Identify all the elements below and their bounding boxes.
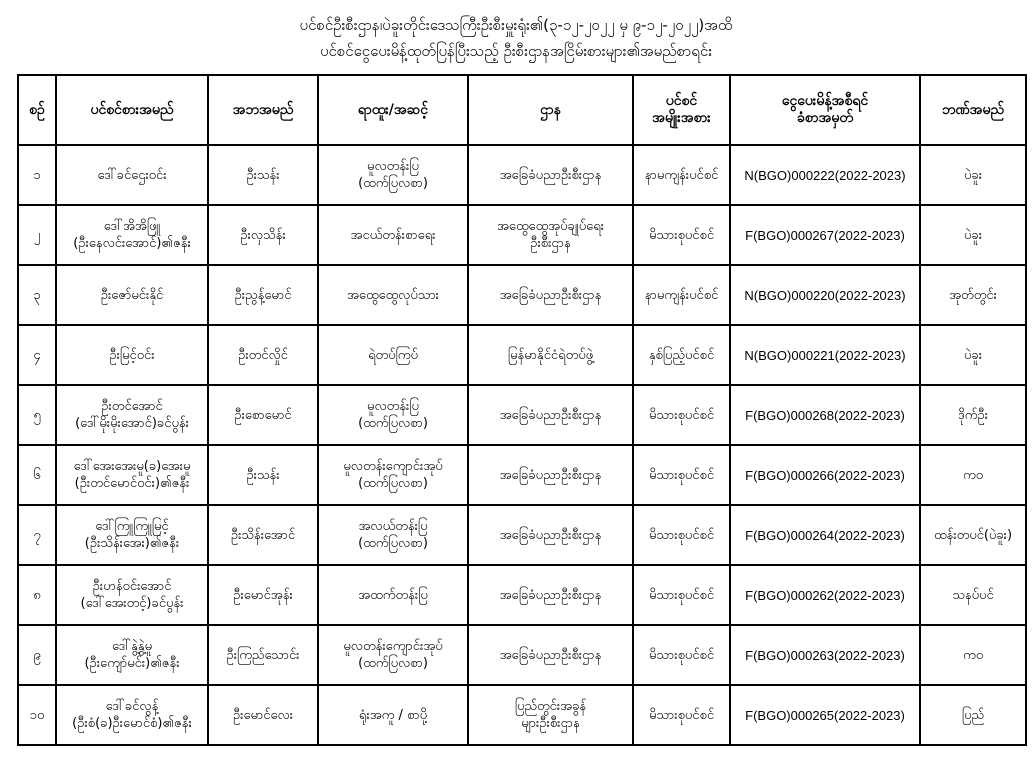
table-row	[18, 685, 1026, 745]
rank	[318, 625, 468, 685]
order-number-text: F(BGO)000268(2022-2023)	[745, 407, 905, 423]
pension-type	[633, 265, 730, 325]
row-number-text: ၁	[33, 167, 41, 183]
rank-line: မူလတန်းပြ	[367, 159, 419, 174]
bank-name-text: အုတ်တွင်း	[949, 287, 997, 303]
bank-name-text: ကဝ	[962, 467, 984, 483]
row-number-text: ၃	[33, 287, 41, 303]
father-name-text: ဦးသန်း	[246, 167, 280, 183]
bank-name-text: ပဲခူး	[963, 167, 983, 183]
department-line: အထွေထွေအုပ်ချုပ်ရေး	[496, 219, 604, 234]
order-number	[730, 565, 920, 625]
table-row	[18, 265, 1026, 325]
department	[468, 145, 633, 205]
header-order-number-line-1: ငွေပေးမိန့်အစီရင်	[781, 93, 869, 109]
table-row	[18, 205, 1026, 265]
bank-name-text: ပဲခူး	[963, 347, 983, 363]
pension-type-text: နာမကျန်းပင်စင်	[644, 167, 719, 183]
pensioner-name-line: ဒေါ်ကြူကြူမြင့်	[95, 519, 169, 534]
pensioner-table	[17, 74, 1027, 746]
rank	[318, 505, 468, 565]
pensioner-name	[56, 265, 208, 325]
pension-type-text: မိသားစုပင်စင်	[648, 587, 715, 603]
table-header-row	[18, 75, 1026, 145]
father-name	[208, 265, 318, 325]
bank-name-text: ဒိုက်ဦး	[957, 407, 988, 423]
rank	[318, 565, 468, 625]
order-number-text: F(BGO)000265(2022-2023)	[745, 707, 905, 723]
order-number	[730, 505, 920, 565]
bank-name	[920, 145, 1026, 205]
rank	[318, 685, 468, 745]
father-name-text: ဦးသန်း	[246, 467, 280, 483]
row-number-text: ၉	[33, 647, 41, 663]
pensioner-name	[56, 625, 208, 685]
pension-type-text: နှစ်ပြည့်ပင်စင်	[648, 347, 715, 363]
department	[468, 385, 633, 445]
father-name	[208, 325, 318, 385]
rank-line: (ထက်ပြလစာ)	[358, 656, 428, 671]
bank-name-text: ထန်းတပင်(ပဲခူး)	[933, 527, 1013, 543]
table-row	[18, 565, 1026, 625]
order-number	[730, 325, 920, 385]
pensioner-name	[56, 685, 208, 745]
order-number	[730, 205, 920, 265]
pensioner-name-line: (ဦးနေလင်းအောင်)၏ဇနီး	[73, 236, 191, 251]
rank-line: (ထက်ပြလစာ)	[358, 476, 428, 491]
pension-type	[633, 385, 730, 445]
order-number-text: F(BGO)000262(2022-2023)	[745, 587, 905, 603]
table-row	[18, 625, 1026, 685]
department	[468, 205, 633, 265]
rank-line: ရုံးအကူ / စာပို့	[358, 707, 428, 723]
department-line: အခြေခံပညာဦးစီးဌာန	[499, 287, 602, 303]
row-number	[18, 145, 56, 205]
order-number-text: F(BGO)000264(2022-2023)	[745, 527, 905, 543]
bank-name	[920, 445, 1026, 505]
department-line: အခြေခံပညာဦးစီးဌာန	[499, 167, 602, 183]
order-number-text: F(BGO)000266(2022-2023)	[745, 467, 905, 483]
pensioner-name	[56, 385, 208, 445]
father-name-text: ဦးမောင်အုန်း	[233, 587, 293, 603]
order-number-text: F(BGO)000267(2022-2023)	[745, 227, 905, 243]
pension-type	[633, 505, 730, 565]
header-pension-type-line-2: အမျိုးအစား	[652, 110, 711, 126]
department-line: အခြေခံပညာဦးစီးဌာန	[499, 407, 602, 423]
pension-type-text: နာမကျန်းပင်စင်	[644, 287, 719, 303]
pensioner-name-line: (ဒေါ်မိုးမိုးအောင်)ခင်ပွန်း	[75, 416, 189, 431]
row-number-text: ၄	[33, 347, 41, 363]
father-name-text: ဦးညွန့်မောင်	[234, 287, 292, 303]
pension-type-text: မိသားစုပင်စင်	[648, 527, 715, 543]
header-pensioner-name: ပင်စင်စားအမည်	[56, 75, 208, 145]
pensioner-name-line: (ဦးစံ(ခ)ဦးမောင်စံ)၏ဇနီး	[72, 716, 192, 731]
pension-type-text: မိသားစုပင်စင်	[648, 647, 715, 663]
pension-type-text: မိသားစုပင်စင်	[648, 467, 715, 483]
department	[468, 685, 633, 745]
order-number	[730, 265, 920, 325]
bank-name	[920, 625, 1026, 685]
header-department: ဌာန	[468, 75, 633, 145]
order-number-text: N(BGO)000220(2022-2023)	[744, 287, 906, 303]
pension-type-text: မိသားစုပင်စင်	[648, 407, 715, 423]
rank-line: အလယ်တန်းပြ	[358, 519, 428, 534]
order-number-text: N(BGO)000222(2022-2023)	[744, 167, 906, 183]
pensioner-name-line: (ဦးတင်မောင်ဝင်း)၏ဇနီး	[74, 476, 190, 491]
document-title-line-1: ပင်စင်ဦးစီးဌာန၊ပဲခူးတိုင်းဒေသကြီးဦးစီးမှူးရုံး၏(၃-၁၂-၂၀၂၂ မှ ၉-၁၂-၂၀၂၂)အထိ	[299, 16, 733, 34]
row-number	[18, 685, 56, 745]
bank-name	[920, 265, 1026, 325]
rank-line: (ထက်ပြလစာ)	[358, 416, 428, 431]
department	[468, 445, 633, 505]
pension-type-text: မိသားစုပင်စင်	[648, 707, 715, 723]
rank-line: မူလတန်းကျောင်းအုပ်	[343, 459, 443, 474]
bank-name-text: ပြည်	[961, 707, 985, 723]
pension-type	[633, 625, 730, 685]
row-number	[18, 505, 56, 565]
pension-type	[633, 145, 730, 205]
order-number	[730, 385, 920, 445]
father-name-text: ဦးစောမောင်	[234, 407, 292, 423]
pension-type	[633, 565, 730, 625]
rank	[318, 445, 468, 505]
bank-name	[920, 205, 1026, 265]
department-line: အခြေခံပညာဦးစီးဌာန	[499, 527, 602, 543]
table-row	[18, 325, 1026, 385]
pension-type-text: မိသားစုပင်စင်	[648, 227, 715, 243]
department	[468, 565, 633, 625]
rank-line: အထက်တန်းပြ	[358, 587, 428, 603]
pensioner-name	[56, 145, 208, 205]
rank	[318, 385, 468, 445]
order-number-text: F(BGO)000263(2022-2023)	[745, 647, 905, 663]
pensioner-name-line: ဦးမြင့်ဝင်း	[109, 347, 155, 363]
order-number-text: N(BGO)000221(2022-2023)	[744, 347, 906, 363]
pensioner-name-line: (ဒေါ်အေးတင့်)ခင်ပွန်း	[80, 596, 184, 611]
rank-line: အထွေထွေလုပ်သား	[346, 287, 439, 303]
row-number	[18, 625, 56, 685]
department-line: များဦးစီးဌာန	[521, 716, 580, 731]
rank-line: မူလတန်းကျောင်းအုပ်	[343, 639, 443, 654]
pensioner-name-line: ဒေါ်အိအိဖြူ	[103, 219, 161, 234]
row-number-text: ၆	[33, 467, 41, 483]
pensioner-name-line: ဒေါ်နွဲ့နွဲ့မူ	[111, 639, 153, 654]
row-number	[18, 265, 56, 325]
department	[468, 325, 633, 385]
rank	[318, 205, 468, 265]
pension-type	[633, 205, 730, 265]
rank-line: (ထက်ပြလစာ)	[358, 536, 428, 551]
father-name	[208, 505, 318, 565]
bank-name-text: ကဝ	[962, 647, 984, 663]
rank	[318, 265, 468, 325]
header-pension-type	[633, 75, 730, 145]
father-name	[208, 205, 318, 265]
bank-name	[920, 685, 1026, 745]
row-number	[18, 325, 56, 385]
row-number	[18, 445, 56, 505]
header-bank: ဘဏ်အမည်	[920, 75, 1026, 145]
table-body	[18, 145, 1026, 745]
department-line: ပြည်တွင်းအခွန်	[514, 699, 587, 714]
order-number	[730, 145, 920, 205]
table-row	[18, 445, 1026, 505]
pensioner-name	[56, 445, 208, 505]
bank-name-text: သနပ်ပင်	[952, 587, 994, 603]
father-name-text: ဦးသိန်းအောင်	[230, 527, 296, 543]
father-name	[208, 565, 318, 625]
table-row	[18, 385, 1026, 445]
pensioner-name	[56, 325, 208, 385]
pensioner-name-line: ဒေါ်ခင်ဌေးဝင်း	[97, 167, 167, 183]
bank-name	[920, 505, 1026, 565]
father-name	[208, 445, 318, 505]
rank-line: ရဲတပ်ကြပ်	[368, 347, 418, 363]
row-number-text: ၅	[33, 407, 41, 423]
department	[468, 265, 633, 325]
father-name	[208, 685, 318, 745]
father-name-text: ဦးတင်လှိုင်	[238, 347, 288, 363]
father-name-text: ဦးကြည်သောင်း	[226, 647, 300, 663]
department	[468, 505, 633, 565]
header-rank: ရာထူး/အဆင့်	[318, 75, 468, 145]
pension-type	[633, 325, 730, 385]
pensioner-name-line: ဒေါ်ခင်လွန့်	[105, 699, 159, 714]
row-number	[18, 565, 56, 625]
father-name-text: ဦးမောင်လေး	[232, 707, 294, 723]
pensioner-name	[56, 505, 208, 565]
department	[468, 625, 633, 685]
order-number	[730, 445, 920, 505]
pensioner-name	[56, 565, 208, 625]
row-number	[18, 205, 56, 265]
bank-name-text: ပဲခူး	[963, 227, 983, 243]
header-pension-type-line-1: ပင်စင်	[665, 93, 698, 109]
bank-name	[920, 325, 1026, 385]
row-number-text: ၈	[33, 587, 41, 603]
pensioner-name	[56, 205, 208, 265]
father-name-text: ဦးလှသိန်း	[240, 227, 286, 243]
bank-name	[920, 565, 1026, 625]
pensioner-name-line: ဦးဇော်မင်းနိုင်	[100, 287, 164, 303]
order-number	[730, 685, 920, 745]
order-number	[730, 625, 920, 685]
header-no: စဉ်	[18, 75, 56, 145]
pensioner-name-line: ဒေါ်အေးအေးမူ(ခ)အေးမူ	[73, 459, 191, 474]
header-father-name: အဘအမည်	[208, 75, 318, 145]
row-number-text: ၇	[33, 527, 41, 543]
table-row	[18, 145, 1026, 205]
department-line: ဦးစီးဌာန	[530, 236, 571, 251]
rank	[318, 325, 468, 385]
header-order-number	[730, 75, 920, 145]
row-number	[18, 385, 56, 445]
rank	[318, 145, 468, 205]
header-order-number-line-2: ခံစာအမှတ်	[797, 110, 853, 126]
department-line: အခြေခံပညာဦးစီးဌာန	[499, 587, 602, 603]
document-title-line-2: ပင်စင်ငွေပေးမိန့်ထုတ်ပြန်ပြီးသည့် ဦးစီးဌာနအငြိမ်းစားများ၏အမည်စာရင်း	[319, 42, 713, 60]
pensioner-name-line: (ဦးကျော်မင်း)၏ဇနီး	[84, 656, 180, 671]
department-line: အခြေခံပညာဦးစီးဌာန	[499, 467, 602, 483]
father-name	[208, 385, 318, 445]
row-number-text: ၂	[33, 227, 41, 243]
pensioner-name-line: ဦးတင်အောင်	[101, 399, 163, 414]
father-name	[208, 145, 318, 205]
table-row	[18, 505, 1026, 565]
rank-line: မူလတန်းပြ	[367, 399, 419, 414]
row-number-text: ၁၀	[29, 707, 45, 723]
pensioner-name-line: ဦးဟန်ဝင်းအောင်	[92, 579, 172, 594]
pension-type	[633, 445, 730, 505]
pensioner-name-line: (ဦးသိန်းအေး)၏ဇနီး	[84, 536, 180, 551]
rank-line: (ထက်ပြလစာ)	[358, 176, 428, 191]
bank-name	[920, 385, 1026, 445]
rank-line: အငယ်တန်းစာရေး	[350, 227, 436, 243]
department-line: မြန်မာနိုင်ငံရဲတပ်ဖွဲ့	[507, 347, 594, 363]
pension-type	[633, 685, 730, 745]
father-name	[208, 625, 318, 685]
department-line: အခြေခံပညာဦးစီးဌာန	[499, 647, 602, 663]
